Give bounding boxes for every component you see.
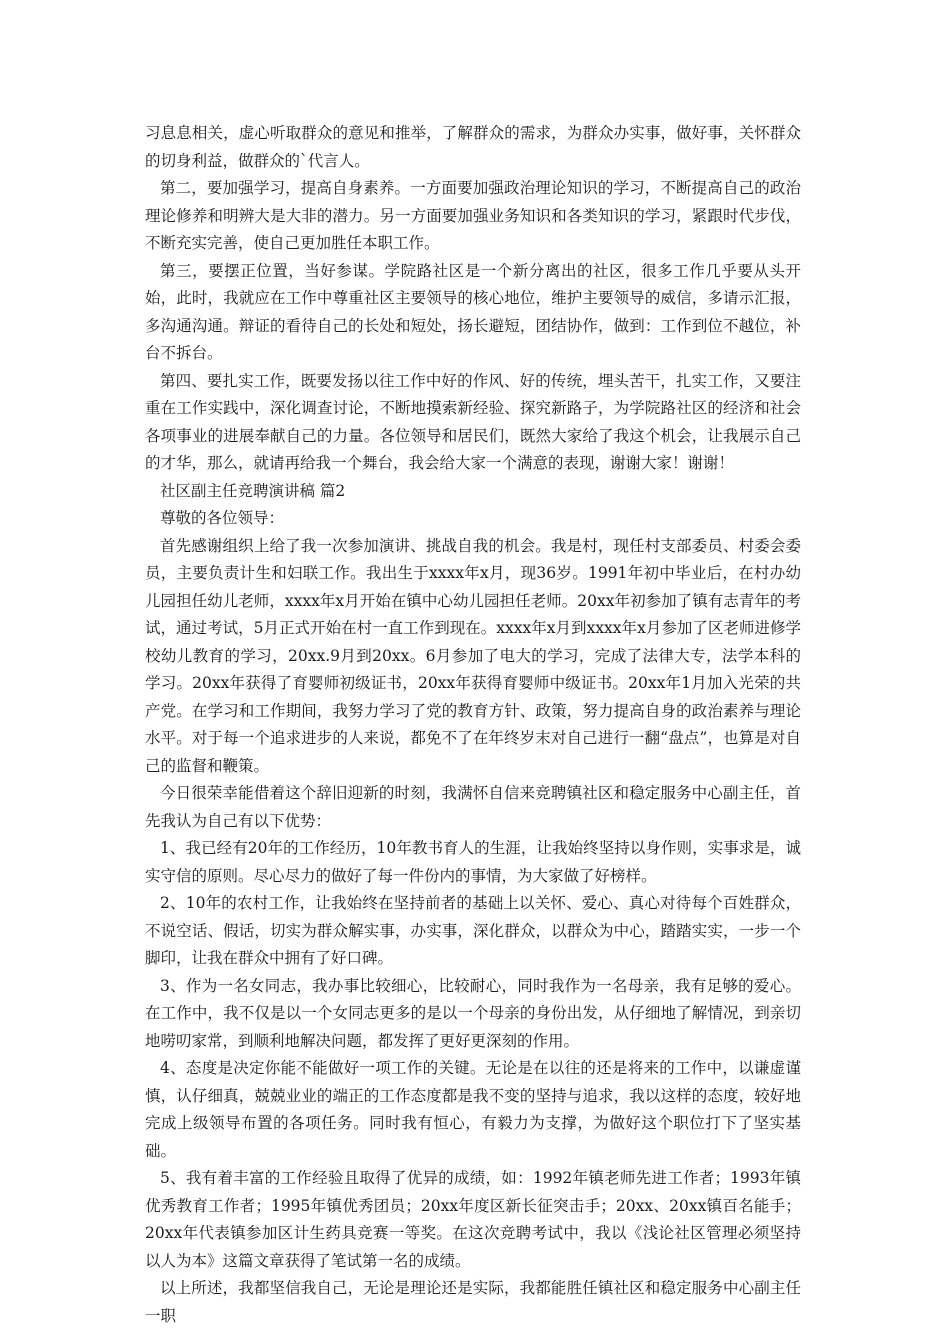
- salutation: 尊敬的各位领导：: [160, 509, 285, 527]
- paragraph-third-point: 第三，要摆正位置，当好参谋。学院路社区是一个新分离出的社区，很多工作几乎要从头开始，此时，我就应在工作中尊重社区主要领导的核心地位，维护主要领导的威信，多请示汇报，多沟通沟通。辩证的看待自己的长处和短处，扬长避短，团结协作，做到：工作到位不越位，补台不拆台。: [145, 261, 801, 362]
- section-heading: 社区副主任竞聘演讲稿 篇2: [160, 481, 346, 500]
- paragraph-advantages-intro: 今日很荣幸能借着这个辞旧迎新的时刻，我满怀自信来竞聘镇社区和稳定服务中心副主任，首先我认为自己有以下优势：: [145, 784, 801, 830]
- list-item-advantage-1: 1、我已经有20年的工作经历，10年教书育人的生涯，让我始终坚持以身作则，实事求是，诚实守信的原则。尽心尽力的做好了每一件份内的事情，为大家做了好榜样。: [145, 839, 801, 885]
- list-item-advantage-3: 3、作为一名女同志，我办事比较细心，比较耐心，同时我作为一名母亲，我有足够的爱心。在工作中，我不仅是以一个女同志更多的是以一个母亲的身份出发，从仔细地了解情况，到亲切地唠叨家常，到顺利地解决问题，都发挥了更好更深刻的作用。: [145, 976, 801, 1050]
- document-body: [145, 120, 801, 1330]
- list-item-advantage-5: 5、我有着丰富的工作经验且取得了优异的成绩，如：1992年镇老师先进工作者；1993年镇优秀教育工作者；1995年镇优秀团员；20xx年度区新长征突击手；20xx、20xx镇百名能手；20xx年代表镇参加区计生药具竞赛一等奖。在这次竞聘考试中，我以《浅论社区管理必须坚持以人为本》这篇文章获得了笔试第一名的成绩。: [145, 1169, 801, 1270]
- paragraph-conclusion: 以上所述，我都坚信我自己，无论是理论还是实际，我都能胜任镇社区和稳定服务中心副主任一职: [145, 1279, 801, 1325]
- paragraph-fourth-point: 第四、要扎实工作，既要发扬以往工作中好的作风、好的传统，埋头苦干，扎实工作，又要注重在工作实践中，深化调查讨论，不断地摸索新经验、探究新路子，为学院路社区的经济和社会各项事业的进展奉献自己的力量。各位领导和居民们，既然大家给了我这个机会，让我展示自己的才华，那么，就请再给我一个舞台，我会给大家一个满意的表现，谢谢大家！谢谢！: [145, 371, 801, 472]
- paragraph-introduction: 首先感谢组织上给了我一次参加演讲、挑战自我的机会。我是村，现任村支部委员、村委会委员，主要负责计生和妇联工作。我出生于xxxx年x月，现36岁。1991年初中毕业后，在村办幼儿园担任幼儿老师，xxxx年x月开始在镇中心幼儿园担任老师。20xx年初参加了镇有志青年的考试，通过考试，5月正式开始在村一直工作到现在。xxxx年x月到xxxx年x月参加了区老师进修学校幼儿教育的学习，20xx.9月到20xx。6月参加了电大的学习，完成了法律大专，法学本科的学习。20xx年获得了育婴师初级证书，20xx年获得育婴师中级证书。20xx年1月加入光荣的共产党。在学习和工作期间，我努力学习了党的教育方针、政策，努力提高自身的政治素养与理论水平。对于每一个追求进步的人来说，都免不了在年终岁末对自己进行一翻“盘点”，也算是对自己的监督和鞭策。: [145, 536, 801, 775]
- paragraph-second-point: 第二，要加强学习，提高自身素养。一方面要加强政治理论知识的学习，不断提高自己的政治理论修养和明辨大是大非的潜力。另一方面要加强业务知识和各类知识的学习，紧跟时代步伐，不断充实完善，使自己更加胜任本职工作。: [145, 179, 801, 252]
- paragraph-continuation: 习息息相关，虚心听取群众的意见和推举，了解群众的需求，为群众办实事，做好事，关怀群众的切身利益，做群众的`代言人。: [145, 124, 801, 170]
- list-item-advantage-2: 2、10年的农村工作，让我始终在坚持前者的基础上以关怀、爱心、真心对待每个百姓群众，不说空话、假话，切实为群众解实事，办实事，深化群众，以群众为中心，踏踏实实，一步一个脚印，让我在群众中拥有了好口碑。: [145, 894, 801, 967]
- list-item-advantage-4: 4、态度是决定你能不能做好一项工作的关键。无论是在以往的还是将来的工作中，以谦虚谨慎，认仔细真，兢兢业业的端正的工作态度都是我不变的坚持与追求，我以这样的态度，较好地完成上级领导布置的各项任务。同时我有恒心，有毅力为支撑，为做好这个职位打下了坚实基础。: [145, 1059, 801, 1160]
